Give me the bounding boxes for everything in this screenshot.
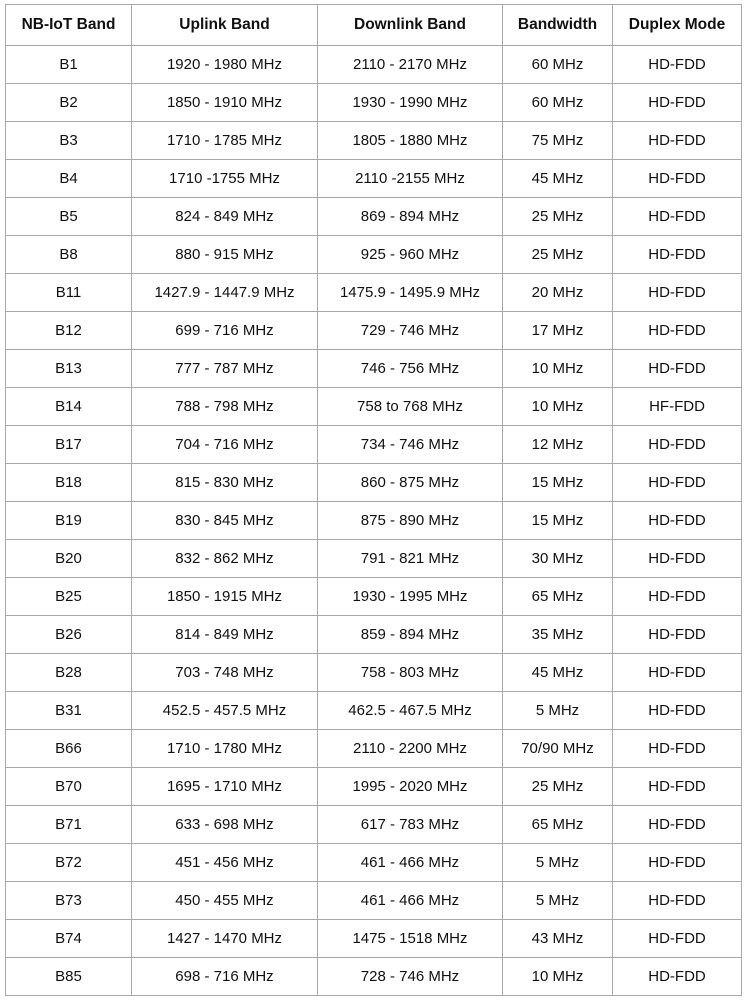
uplink-cell: 451 - 456 MHz <box>132 844 318 882</box>
band-cell: B31 <box>6 692 132 730</box>
downlink-cell: 734 - 746 MHz <box>318 426 503 464</box>
table-row <box>6 274 742 312</box>
downlink-cell: 1930 - 1990 MHz <box>318 84 503 122</box>
bandwidth-cell: 35 MHz <box>503 616 613 654</box>
uplink-cell: 1427 - 1470 MHz <box>132 920 318 958</box>
downlink-cell: 2110 -2155 MHz <box>318 160 503 198</box>
band-cell: B17 <box>6 426 132 464</box>
bandwidth-cell: 5 MHz <box>503 882 613 920</box>
downlink-cell: 791 - 821 MHz <box>318 540 503 578</box>
table-row <box>6 958 742 996</box>
duplex-mode-cell: HD-FDD <box>613 920 742 958</box>
table-row <box>6 654 742 692</box>
duplex-mode-cell: HD-FDD <box>613 844 742 882</box>
bandwidth-cell: 65 MHz <box>503 578 613 616</box>
duplex-mode-cell: HD-FDD <box>613 160 742 198</box>
downlink-cell: 729 - 746 MHz <box>318 312 503 350</box>
uplink-cell: 1695 - 1710 MHz <box>132 768 318 806</box>
uplink-cell: 450 - 455 MHz <box>132 882 318 920</box>
band-cell: B26 <box>6 616 132 654</box>
duplex-mode-cell: HD-FDD <box>613 692 742 730</box>
downlink-cell: 462.5 - 467.5 MHz <box>318 692 503 730</box>
downlink-cell: 461 - 466 MHz <box>318 844 503 882</box>
bandwidth-cell: 10 MHz <box>503 958 613 996</box>
band-cell: B71 <box>6 806 132 844</box>
bandwidth-cell: 30 MHz <box>503 540 613 578</box>
duplex-mode-cell: HD-FDD <box>613 502 742 540</box>
downlink-cell: 461 - 466 MHz <box>318 882 503 920</box>
bandwidth-cell: 70/90 MHz <box>503 730 613 768</box>
bandwidth-cell: 15 MHz <box>503 464 613 502</box>
band-cell: B5 <box>6 198 132 236</box>
band-cell: B19 <box>6 502 132 540</box>
duplex-mode-cell: HD-FDD <box>613 464 742 502</box>
band-cell: B8 <box>6 236 132 274</box>
duplex-mode-cell: HF-FDD <box>613 388 742 426</box>
downlink-cell: 2110 - 2200 MHz <box>318 730 503 768</box>
uplink-cell: 1850 - 1915 MHz <box>132 578 318 616</box>
duplex-mode-cell: HD-FDD <box>613 84 742 122</box>
bandwidth-cell: 15 MHz <box>503 502 613 540</box>
uplink-cell: 633 - 698 MHz <box>132 806 318 844</box>
table-header <box>6 5 742 46</box>
bandwidth-cell: 5 MHz <box>503 692 613 730</box>
uplink-cell: 777 - 787 MHz <box>132 350 318 388</box>
table-row <box>6 692 742 730</box>
downlink-cell: 1930 - 1995 MHz <box>318 578 503 616</box>
downlink-cell: 925 - 960 MHz <box>318 236 503 274</box>
band-cell: B20 <box>6 540 132 578</box>
table-row <box>6 84 742 122</box>
duplex-mode-cell: HD-FDD <box>613 122 742 160</box>
table-row <box>6 806 742 844</box>
band-cell: B4 <box>6 160 132 198</box>
bandwidth-cell: 60 MHz <box>503 84 613 122</box>
table-row <box>6 464 742 502</box>
downlink-cell: 1475 - 1518 MHz <box>318 920 503 958</box>
downlink-cell: 859 - 894 MHz <box>318 616 503 654</box>
table-body <box>6 46 742 996</box>
band-cell: B12 <box>6 312 132 350</box>
downlink-cell: 2110 - 2170 MHz <box>318 46 503 84</box>
header-row <box>6 5 742 46</box>
duplex-mode-cell: HD-FDD <box>613 236 742 274</box>
band-cell: B18 <box>6 464 132 502</box>
band-cell: B1 <box>6 46 132 84</box>
band-cell: B66 <box>6 730 132 768</box>
bandwidth-cell: 12 MHz <box>503 426 613 464</box>
table-row <box>6 844 742 882</box>
band-cell: B28 <box>6 654 132 692</box>
duplex-mode-cell: HD-FDD <box>613 274 742 312</box>
table-row <box>6 768 742 806</box>
table-row <box>6 426 742 464</box>
uplink-cell: 830 - 845 MHz <box>132 502 318 540</box>
downlink-cell: 869 - 894 MHz <box>318 198 503 236</box>
band-cell: B2 <box>6 84 132 122</box>
band-cell: B74 <box>6 920 132 958</box>
duplex-mode-cell: HD-FDD <box>613 198 742 236</box>
duplex-mode-cell: HD-FDD <box>613 806 742 844</box>
duplex-mode-cell: HD-FDD <box>613 312 742 350</box>
table-row <box>6 502 742 540</box>
uplink-cell: 1427.9 - 1447.9 MHz <box>132 274 318 312</box>
uplink-cell: 788 - 798 MHz <box>132 388 318 426</box>
downlink-cell: 1995 - 2020 MHz <box>318 768 503 806</box>
table-row <box>6 46 742 84</box>
downlink-cell: 1805 - 1880 MHz <box>318 122 503 160</box>
table-row <box>6 578 742 616</box>
downlink-cell: 875 - 890 MHz <box>318 502 503 540</box>
bandwidth-cell: 75 MHz <box>503 122 613 160</box>
bandwidth-cell: 25 MHz <box>503 768 613 806</box>
table-row <box>6 122 742 160</box>
uplink-cell: 452.5 - 457.5 MHz <box>132 692 318 730</box>
duplex-mode-cell: HD-FDD <box>613 426 742 464</box>
header-duplex-mode: Duplex Mode <box>613 5 742 46</box>
duplex-mode-cell: HD-FDD <box>613 616 742 654</box>
downlink-cell: 728 - 746 MHz <box>318 958 503 996</box>
duplex-mode-cell: HD-FDD <box>613 730 742 768</box>
table-row <box>6 350 742 388</box>
bandwidth-cell: 20 MHz <box>503 274 613 312</box>
duplex-mode-cell: HD-FDD <box>613 768 742 806</box>
band-cell: B3 <box>6 122 132 160</box>
band-cell: B85 <box>6 958 132 996</box>
bandwidth-cell: 45 MHz <box>503 160 613 198</box>
duplex-mode-cell: HD-FDD <box>613 958 742 996</box>
duplex-mode-cell: HD-FDD <box>613 350 742 388</box>
bandwidth-cell: 5 MHz <box>503 844 613 882</box>
bandwidth-cell: 10 MHz <box>503 388 613 426</box>
uplink-cell: 832 - 862 MHz <box>132 540 318 578</box>
uplink-cell: 815 - 830 MHz <box>132 464 318 502</box>
downlink-cell: 1475.9 - 1495.9 MHz <box>318 274 503 312</box>
band-cell: B11 <box>6 274 132 312</box>
table-row <box>6 540 742 578</box>
bandwidth-cell: 10 MHz <box>503 350 613 388</box>
uplink-cell: 880 - 915 MHz <box>132 236 318 274</box>
bandwidth-cell: 43 MHz <box>503 920 613 958</box>
band-cell: B14 <box>6 388 132 426</box>
table-row <box>6 730 742 768</box>
uplink-cell: 1850 - 1910 MHz <box>132 84 318 122</box>
band-cell: B73 <box>6 882 132 920</box>
table-row <box>6 920 742 958</box>
uplink-cell: 703 - 748 MHz <box>132 654 318 692</box>
downlink-cell: 758 - 803 MHz <box>318 654 503 692</box>
uplink-cell: 814 - 849 MHz <box>132 616 318 654</box>
table-row <box>6 198 742 236</box>
duplex-mode-cell: HD-FDD <box>613 654 742 692</box>
table-row <box>6 616 742 654</box>
band-cell: B72 <box>6 844 132 882</box>
downlink-cell: 860 - 875 MHz <box>318 464 503 502</box>
uplink-cell: 704 - 716 MHz <box>132 426 318 464</box>
uplink-cell: 1920 - 1980 MHz <box>132 46 318 84</box>
header-downlink-band: Downlink Band <box>318 5 503 46</box>
bandwidth-cell: 45 MHz <box>503 654 613 692</box>
table-row <box>6 312 742 350</box>
band-table-container <box>5 4 741 996</box>
band-cell: B70 <box>6 768 132 806</box>
duplex-mode-cell: HD-FDD <box>613 578 742 616</box>
header-nb-iot-band: NB-IoT Band <box>6 5 132 46</box>
uplink-cell: 698 - 716 MHz <box>132 958 318 996</box>
table-row <box>6 236 742 274</box>
band-cell: B25 <box>6 578 132 616</box>
nb-iot-band-table <box>5 4 742 996</box>
band-cell: B13 <box>6 350 132 388</box>
bandwidth-cell: 25 MHz <box>503 236 613 274</box>
downlink-cell: 617 - 783 MHz <box>318 806 503 844</box>
downlink-cell: 758 to 768 MHz <box>318 388 503 426</box>
duplex-mode-cell: HD-FDD <box>613 882 742 920</box>
header-bandwidth: Bandwidth <box>503 5 613 46</box>
bandwidth-cell: 17 MHz <box>503 312 613 350</box>
duplex-mode-cell: HD-FDD <box>613 46 742 84</box>
table-row <box>6 882 742 920</box>
bandwidth-cell: 60 MHz <box>503 46 613 84</box>
bandwidth-cell: 65 MHz <box>503 806 613 844</box>
downlink-cell: 746 - 756 MHz <box>318 350 503 388</box>
uplink-cell: 824 - 849 MHz <box>132 198 318 236</box>
table-row <box>6 388 742 426</box>
duplex-mode-cell: HD-FDD <box>613 540 742 578</box>
bandwidth-cell: 25 MHz <box>503 198 613 236</box>
table-row <box>6 160 742 198</box>
uplink-cell: 699 - 716 MHz <box>132 312 318 350</box>
uplink-cell: 1710 -1755 MHz <box>132 160 318 198</box>
uplink-cell: 1710 - 1785 MHz <box>132 122 318 160</box>
header-uplink-band: Uplink Band <box>132 5 318 46</box>
uplink-cell: 1710 - 1780 MHz <box>132 730 318 768</box>
